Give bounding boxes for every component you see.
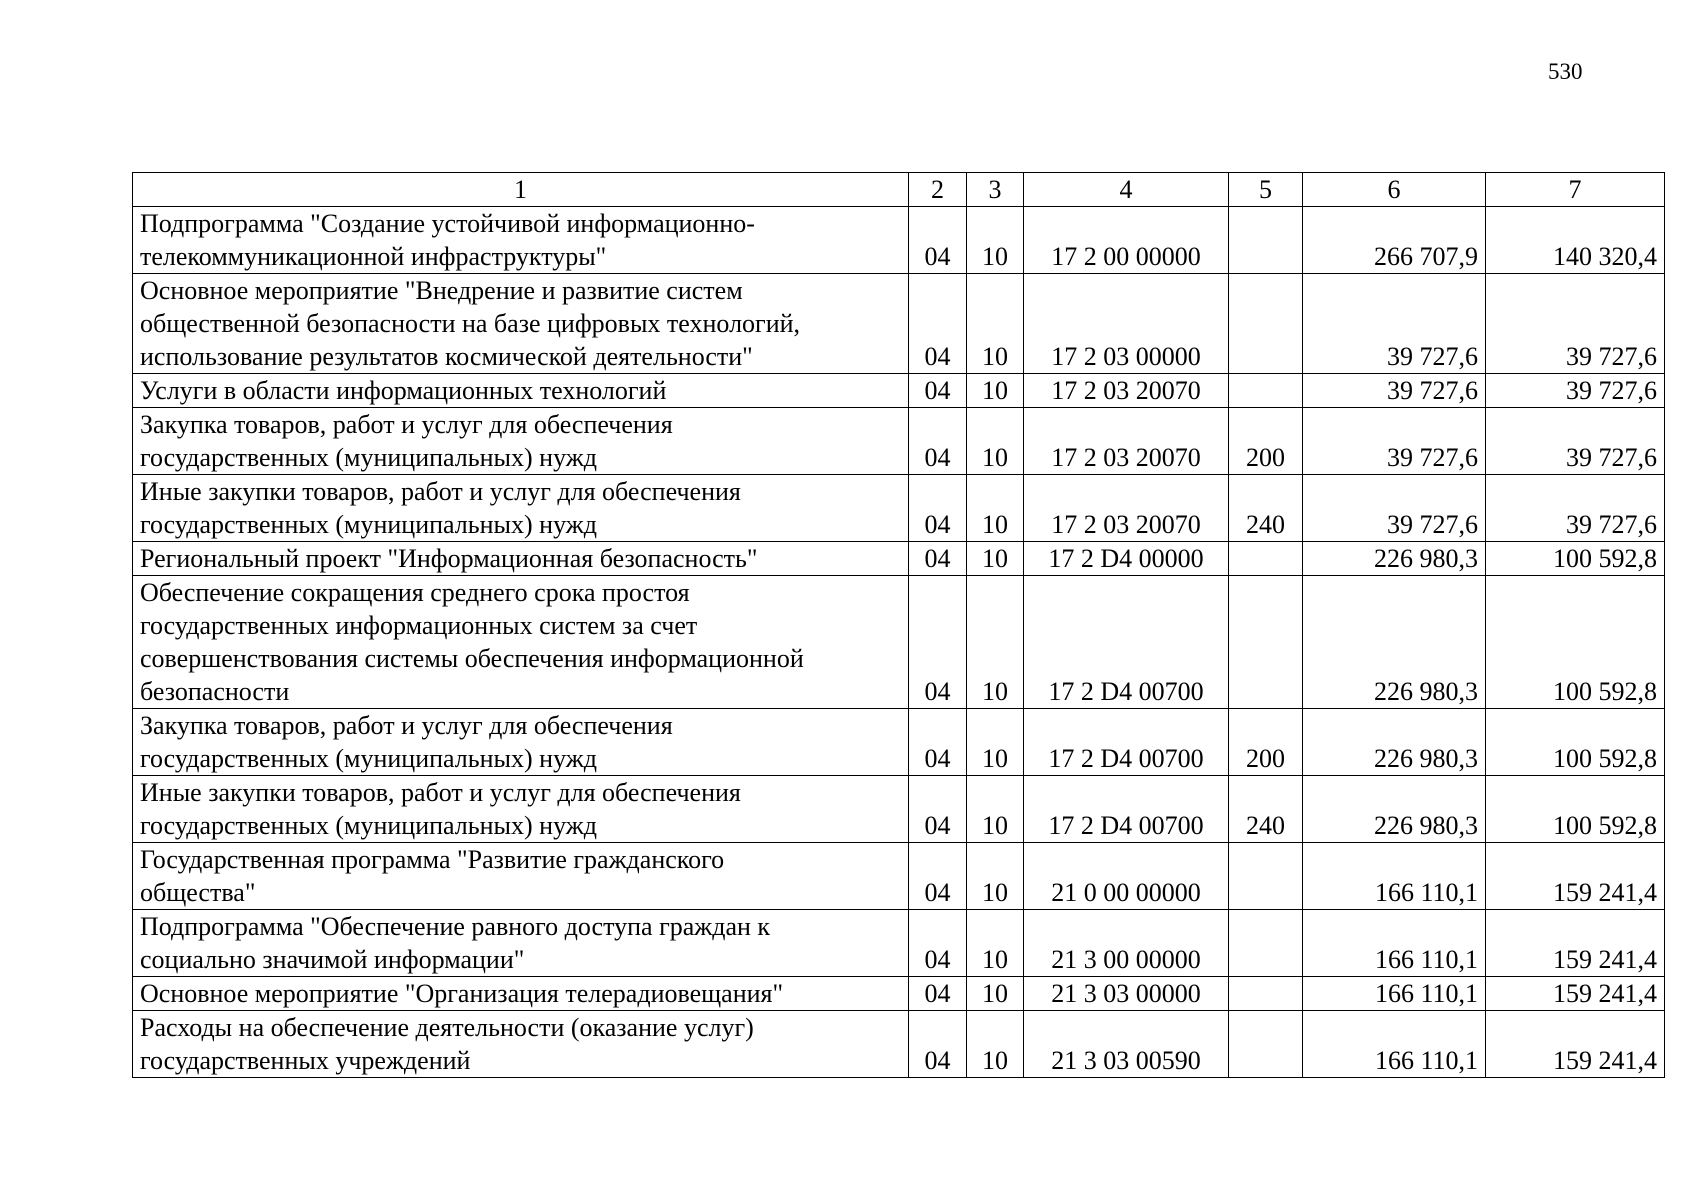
section-code: 04: [909, 1011, 967, 1078]
amount-col-7: 39 727,6: [1486, 475, 1665, 542]
amount-col-6: 226 980,3: [1303, 709, 1486, 776]
section-code: 04: [909, 776, 967, 843]
header-col-1: 1: [133, 173, 909, 207]
amount-col-6: 39 727,6: [1303, 408, 1486, 475]
row-name-line: общественной безопасности на базе цифровых технологий,: [140, 309, 801, 338]
header-col-2: 2: [909, 173, 967, 207]
amount-col-7: 159 241,4: [1486, 910, 1665, 977]
amount-col-7: 100 592,8: [1486, 576, 1665, 709]
row-name: [133, 408, 909, 475]
section-code: 04: [909, 910, 967, 977]
row-name-line: Государственная программа "Развитие гражданского: [140, 845, 725, 874]
amount-col-7: 100 592,8: [1486, 709, 1665, 776]
table-header: [133, 173, 1665, 207]
page-number: 530: [1548, 59, 1583, 84]
row-name: [133, 207, 909, 274]
row-name-line: Подпрограмма "Создание устойчивой информационно-: [140, 209, 755, 238]
expense-type-code: 200: [1229, 408, 1303, 475]
expense-type-code: 240: [1229, 475, 1303, 542]
subsection-code: 10: [967, 776, 1024, 843]
row-name-line: государственных учреждений: [140, 1046, 471, 1075]
row-name: [133, 977, 909, 1011]
amount-col-6: 39 727,6: [1303, 374, 1486, 408]
amount-col-6: 226 980,3: [1303, 576, 1486, 709]
amount-col-6: 166 110,1: [1303, 843, 1486, 910]
table-row: [133, 542, 1665, 576]
subsection-code: 10: [967, 1011, 1024, 1078]
amount-col-6: 226 980,3: [1303, 776, 1486, 843]
section-code: 04: [909, 977, 967, 1011]
table-row: [133, 1011, 1665, 1078]
subsection-code: 10: [967, 576, 1024, 709]
target-article-code: 21 3 03 00000: [1024, 977, 1229, 1011]
header-col-4: 4: [1024, 173, 1229, 207]
target-article-code: 21 0 00 00000: [1024, 843, 1229, 910]
row-name: [133, 776, 909, 843]
amount-col-6: 226 980,3: [1303, 542, 1486, 576]
section-code: 04: [909, 843, 967, 910]
expense-type-code: [1229, 910, 1303, 977]
subsection-code: 10: [967, 207, 1024, 274]
subsection-code: 10: [967, 709, 1024, 776]
amount-col-7: 100 592,8: [1486, 776, 1665, 843]
row-name-line: Основное мероприятие "Внедрение и развитие систем: [140, 276, 743, 305]
amount-col-7: 140 320,4: [1486, 207, 1665, 274]
target-article-code: 17 2 03 20070: [1024, 475, 1229, 542]
row-name-line: использование результатов космической деятельности": [140, 342, 753, 371]
amount-col-6: 166 110,1: [1303, 910, 1486, 977]
amount-col-7: 39 727,6: [1486, 274, 1665, 374]
table-row: [133, 207, 1665, 274]
subsection-code: 10: [967, 408, 1024, 475]
expense-type-code: [1229, 843, 1303, 910]
section-code: 04: [909, 207, 967, 274]
row-name: [133, 475, 909, 542]
target-article-code: 17 2 D4 00000: [1024, 542, 1229, 576]
amount-col-7: 159 241,4: [1486, 977, 1665, 1011]
table-row: [133, 576, 1665, 709]
table-body: [133, 207, 1665, 1078]
row-name: [133, 910, 909, 977]
amount-col-6: 166 110,1: [1303, 977, 1486, 1011]
row-name-line: Подпрограмма "Обеспечение равного доступа граждан к: [140, 912, 771, 941]
row-name: [133, 374, 909, 408]
expense-type-code: [1229, 274, 1303, 374]
section-code: 04: [909, 408, 967, 475]
expense-type-code: 200: [1229, 709, 1303, 776]
row-name-line: государственных информационных систем за счет: [140, 611, 698, 640]
row-name-line: совершенствования системы обеспечения информационной: [140, 644, 804, 673]
header-col-3: 3: [967, 173, 1024, 207]
target-article-code: 17 2 03 00000: [1024, 274, 1229, 374]
header-row: [133, 173, 1665, 207]
subsection-code: 10: [967, 910, 1024, 977]
row-name-line: государственных (муниципальных) нужд: [140, 744, 597, 773]
row-name-line: Иные закупки товаров, работ и услуг для обеспечения: [140, 477, 741, 506]
section-code: 04: [909, 475, 967, 542]
row-name: [133, 274, 909, 374]
row-name-line: Услуги в области информационных технологий: [140, 376, 667, 405]
row-name: [133, 709, 909, 776]
subsection-code: 10: [967, 542, 1024, 576]
target-article-code: 17 2 D4 00700: [1024, 709, 1229, 776]
table-row: [133, 274, 1665, 374]
expense-type-code: 240: [1229, 776, 1303, 843]
budget-table: [132, 172, 1665, 1078]
amount-col-6: 39 727,6: [1303, 475, 1486, 542]
row-name-line: государственных (муниципальных) нужд: [140, 443, 597, 472]
subsection-code: 10: [967, 475, 1024, 542]
amount-col-7: 39 727,6: [1486, 374, 1665, 408]
row-name-line: государственных (муниципальных) нужд: [140, 510, 597, 539]
section-code: 04: [909, 542, 967, 576]
table-row: [133, 776, 1665, 843]
expense-type-code: [1229, 207, 1303, 274]
amount-col-7: 39 727,6: [1486, 408, 1665, 475]
row-name-line: Основное мероприятие "Организация телерадиовещания": [140, 979, 784, 1008]
table-row: [133, 408, 1665, 475]
amount-col-6: 39 727,6: [1303, 274, 1486, 374]
section-code: 04: [909, 709, 967, 776]
row-name-line: Региональный проект "Информационная безопасность": [140, 544, 758, 573]
amount-col-6: 166 110,1: [1303, 1011, 1486, 1078]
expense-type-code: [1229, 542, 1303, 576]
row-name-line: Закупка товаров, работ и услуг для обеспечения: [140, 410, 673, 439]
expense-type-code: [1229, 1011, 1303, 1078]
row-name-line: телекоммуникационной инфраструктуры": [140, 242, 607, 271]
row-name: [133, 576, 909, 709]
table-row: [133, 977, 1665, 1011]
row-name-line: социально значимой информации": [140, 945, 525, 974]
row-name-line: безопасности: [140, 677, 290, 706]
target-article-code: 21 3 03 00590: [1024, 1011, 1229, 1078]
table-row: [133, 475, 1665, 542]
amount-col-7: 100 592,8: [1486, 542, 1665, 576]
section-code: 04: [909, 274, 967, 374]
row-name: [133, 1011, 909, 1078]
table-row: [133, 709, 1665, 776]
row-name-line: государственных (муниципальных) нужд: [140, 811, 597, 840]
row-name-line: Расходы на обеспечение деятельности (оказание услуг): [140, 1013, 754, 1042]
target-article-code: 17 2 03 20070: [1024, 408, 1229, 475]
amount-col-6: 266 707,9: [1303, 207, 1486, 274]
row-name-line: Обеспечение сокращения среднего срока простоя: [140, 578, 690, 607]
table-row: [133, 910, 1665, 977]
target-article-code: 17 2 D4 00700: [1024, 776, 1229, 843]
header-col-5: 5: [1229, 173, 1303, 207]
row-name: [133, 542, 909, 576]
subsection-code: 10: [967, 274, 1024, 374]
expense-type-code: [1229, 374, 1303, 408]
amount-col-7: 159 241,4: [1486, 1011, 1665, 1078]
header-col-7: 7: [1486, 173, 1665, 207]
row-name-line: Иные закупки товаров, работ и услуг для обеспечения: [140, 778, 741, 807]
subsection-code: 10: [967, 374, 1024, 408]
target-article-code: 17 2 03 20070: [1024, 374, 1229, 408]
table-row: [133, 843, 1665, 910]
section-code: 04: [909, 374, 967, 408]
row-name-line: общества": [140, 878, 256, 907]
subsection-code: 10: [967, 843, 1024, 910]
target-article-code: 21 3 00 00000: [1024, 910, 1229, 977]
expense-type-code: [1229, 576, 1303, 709]
header-col-6: 6: [1303, 173, 1486, 207]
row-name: [133, 843, 909, 910]
table-row: [133, 374, 1665, 408]
target-article-code: 17 2 00 00000: [1024, 207, 1229, 274]
subsection-code: 10: [967, 977, 1024, 1011]
section-code: 04: [909, 576, 967, 709]
target-article-code: 17 2 D4 00700: [1024, 576, 1229, 709]
row-name-line: Закупка товаров, работ и услуг для обеспечения: [140, 711, 673, 740]
amount-col-7: 159 241,4: [1486, 843, 1665, 910]
expense-type-code: [1229, 977, 1303, 1011]
